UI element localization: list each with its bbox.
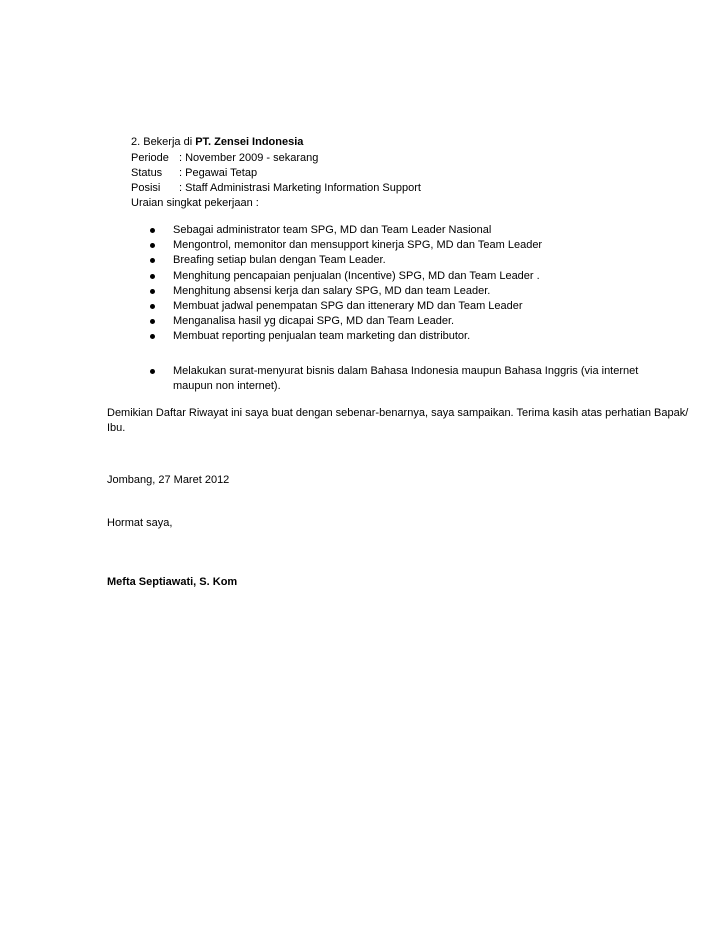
extra-duty-item bbox=[150, 364, 639, 394]
duties-heading: Uraian singkat pekerjaan : bbox=[131, 197, 259, 209]
company-name: PT. Zensei Indonesia bbox=[195, 136, 304, 148]
bullet-icon bbox=[150, 289, 155, 294]
extra-duty-line-2: maupun non internet). bbox=[173, 380, 281, 392]
detail-label: Periode bbox=[131, 152, 169, 164]
bullet-icon bbox=[150, 274, 155, 279]
bullet-icon bbox=[150, 369, 155, 374]
job-heading bbox=[131, 135, 303, 149]
list-item bbox=[150, 269, 542, 284]
duty-text: Menganalisa hasil yg dicapai SPG, MD dan Team Leader. bbox=[173, 315, 455, 328]
duty-text: Menghitung absensi kerja dan salary SPG, MD dan team Leader. bbox=[173, 284, 491, 297]
detail-label: Status bbox=[131, 167, 163, 179]
detail-value: : Staff Administrasi Marketing Information Support bbox=[179, 182, 421, 194]
duties-list bbox=[150, 223, 542, 345]
list-item bbox=[150, 253, 542, 268]
place-date: Jombang, 27 Maret 2012 bbox=[107, 474, 230, 486]
detail-value: : Pegawai Tetap bbox=[179, 167, 258, 179]
bullet-icon bbox=[150, 243, 155, 248]
bullet-icon bbox=[150, 319, 155, 324]
bullet-icon bbox=[150, 334, 155, 339]
list-item bbox=[150, 238, 542, 253]
detail-value: : November 2009 - sekarang bbox=[179, 152, 319, 164]
closing-paragraph-line-2: Ibu. bbox=[107, 422, 126, 434]
duty-text: Breafing setiap bulan dengan Team Leader. bbox=[173, 254, 386, 267]
bullet-icon bbox=[150, 228, 155, 233]
duty-text: Mengontrol, memonitor dan mensupport kinerja SPG, MD dan Team Leader bbox=[173, 239, 543, 252]
job-heading-prefix: 2. Bekerja di bbox=[131, 136, 196, 148]
duty-text: Sebagai administrator team SPG, MD dan Team Leader Nasional bbox=[173, 224, 492, 236]
detail-status bbox=[131, 166, 257, 180]
detail-posisi bbox=[131, 181, 421, 195]
salutation: Hormat saya, bbox=[107, 517, 173, 529]
duty-text: Membuat reporting penjualan team marketing dan distributor. bbox=[173, 330, 471, 343]
bullet-icon bbox=[150, 258, 155, 263]
duty-text: Membuat jadwal penempatan SPG dan ittenerary MD dan Team Leader bbox=[173, 299, 523, 312]
detail-label: Posisi bbox=[131, 182, 161, 194]
list-item bbox=[150, 223, 542, 238]
list-item bbox=[150, 299, 542, 314]
extra-duty-line-1: Melakukan surat-menyurat bisnis dalam Bahasa Indonesia maupun Bahasa Inggris (via internet bbox=[173, 365, 639, 377]
signature-name: Mefta Septiawati, S. Kom bbox=[107, 576, 238, 588]
list-item bbox=[150, 284, 542, 299]
duty-text: Menghitung pencapaian penjualan (Incentive) SPG, MD dan Team Leader . bbox=[173, 269, 540, 282]
detail-periode bbox=[131, 151, 318, 165]
list-item bbox=[150, 329, 542, 344]
closing-paragraph-line-1: Demikian Daftar Riwayat ini saya buat dengan sebenar-benarnya, saya sampaikan. Terima kasih atas perhatian Bapak/ bbox=[107, 407, 689, 419]
bullet-icon bbox=[150, 304, 155, 309]
closing-paragraph bbox=[107, 406, 689, 436]
list-item bbox=[150, 314, 542, 329]
